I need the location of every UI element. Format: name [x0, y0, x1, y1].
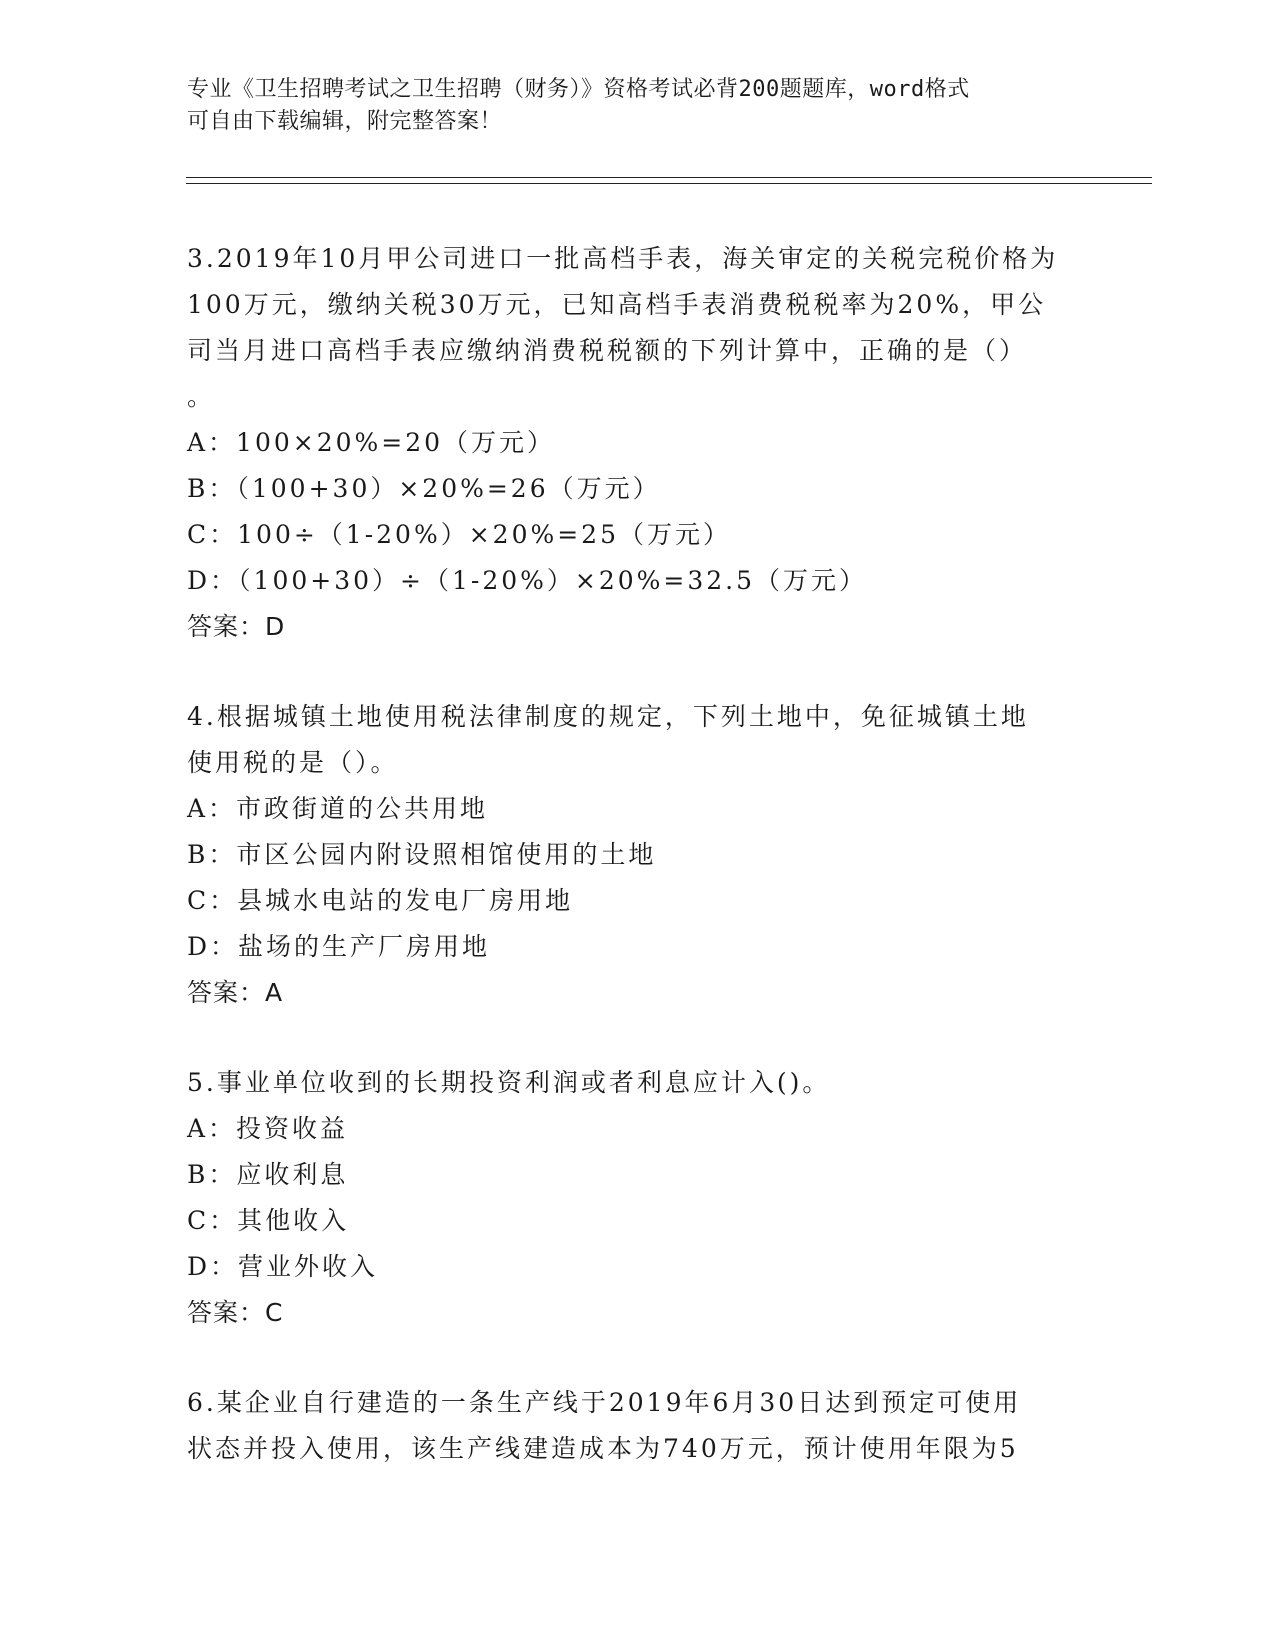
- stem-line: 3.2019年10月甲公司进口一批高档手表，海关审定的关税完税价格为: [187, 244, 1059, 273]
- stem-line: 5.事业单位收到的长期投资利润或者利息应计入()。: [187, 1068, 831, 1097]
- stem-line: 100万元，缴纳关税30万元，已知高档手表消费税税率为20%，甲公: [187, 290, 1047, 319]
- stem-line: 使用税的是（）。: [187, 748, 399, 777]
- option-a: A：市政街道的公共用地: [187, 794, 489, 823]
- question-spacer: [187, 650, 1087, 694]
- header-divider-top: [186, 177, 1152, 178]
- option-d: D：盐场的生产厂房用地: [187, 932, 491, 961]
- option-b: B：市区公园内附设照相馆使用的土地: [187, 840, 657, 869]
- question-4: [187, 694, 1087, 1016]
- header-title-line-1: 专业《卫生招聘考试之卫生招聘（财务）》资格考试必背200题题库，word格式: [187, 77, 970, 102]
- option-a: A：100×20%=20（万元）: [187, 428, 556, 457]
- question-list: [187, 236, 1087, 1472]
- option-c: C：其他收入: [187, 1206, 350, 1235]
- stem-line: 。: [187, 382, 216, 411]
- question-3: [187, 236, 1087, 650]
- header-title-line-2: 可自由下载编辑，附完整答案！: [187, 109, 503, 134]
- question-stem: [187, 1380, 1087, 1472]
- question-stem: [187, 1060, 1087, 1106]
- option-c: C：县城水电站的发电厂房用地: [187, 886, 574, 915]
- option-d: D：（100+30）÷（1-20%）×20%=32.5（万元）: [187, 566, 868, 595]
- question-spacer: [187, 1336, 1087, 1380]
- option-a: A：投资收益: [187, 1114, 349, 1143]
- option-d: D：营业外收入: [187, 1252, 379, 1281]
- stem-line: 司当月进口高档手表应缴纳消费税税额的下列计算中，正确的是（）: [187, 336, 1028, 365]
- stem-line: 4.根据城镇土地使用税法律制度的规定，下列土地中，免征城镇土地: [187, 702, 1029, 731]
- question-stem: [187, 236, 1087, 420]
- answer: 答案：A: [187, 978, 284, 1007]
- question-stem: [187, 694, 1087, 786]
- option-b: B：应收利息: [187, 1160, 349, 1189]
- question-spacer: [187, 1016, 1087, 1060]
- question-5: [187, 1060, 1087, 1336]
- header-divider-bottom: [186, 183, 1152, 184]
- answer: 答案：C: [187, 1298, 284, 1327]
- option-b: B：（100+30）×20%=26（万元）: [187, 474, 661, 503]
- stem-line: 状态并投入使用，该生产线建造成本为740万元，预计使用年限为5: [187, 1434, 1019, 1463]
- answer: 答案：D: [187, 612, 286, 641]
- document-header: [187, 74, 1087, 138]
- option-c: C：100÷（1-20%）×20%=25（万元）: [187, 520, 731, 549]
- question-6: [187, 1380, 1087, 1472]
- stem-line: 6.某企业自行建造的一条生产线于2019年6月30日达到预定可使用: [187, 1388, 1022, 1417]
